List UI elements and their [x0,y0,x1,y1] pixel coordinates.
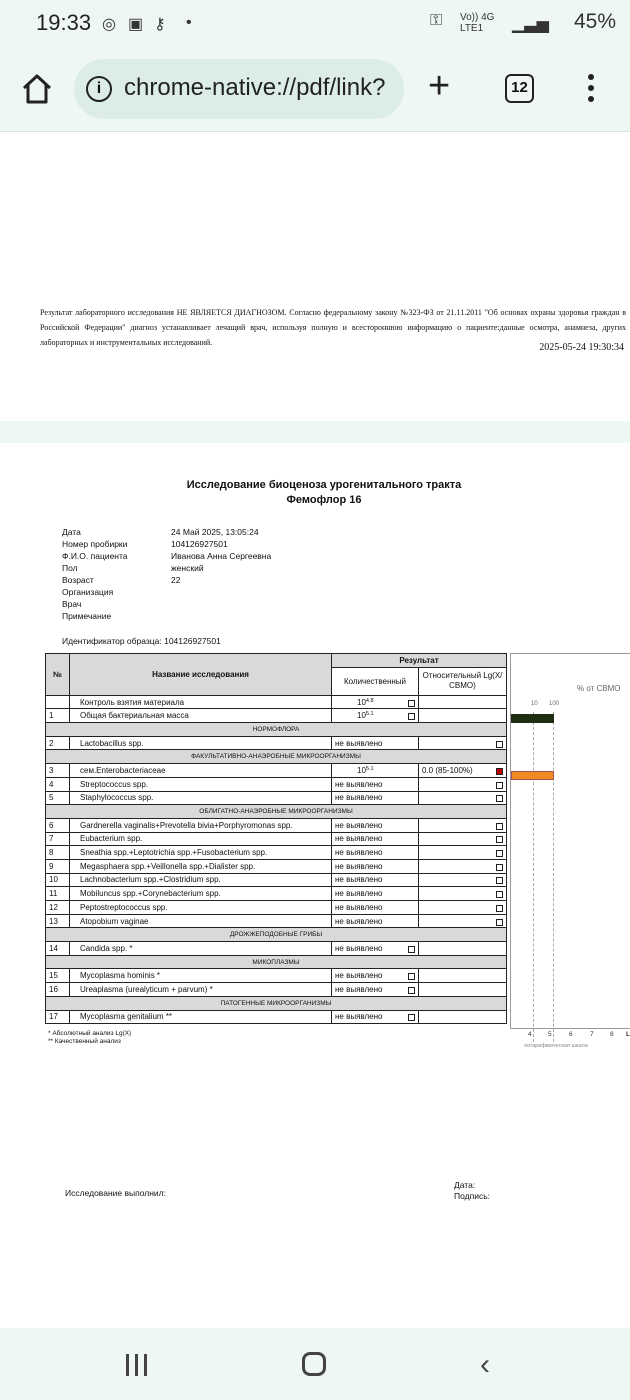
row-name: Mycoplasma hominis * [70,969,332,983]
chart-panel [510,653,630,1029]
row-rel [419,764,507,778]
row-num [46,695,70,709]
table-row [46,901,507,915]
info-icon[interactable]: i [86,76,112,102]
qty-value: не выявлено [335,916,383,926]
clock: 19:33 [36,10,92,35]
browser-toolbar [0,46,630,132]
checkbox-icon [408,1014,415,1021]
dot-icon: • [186,14,192,31]
section-title: ОБЛИГАТНО-АНАЭРОБНЫЕ МИКРООРГАНИЗМЫ [46,805,507,819]
row-name: Sneathia spp.+Leptotrichia spp.+Fusobacterium spp. [70,846,332,860]
field-value [171,610,271,622]
tab-switcher-button[interactable]: 12 [505,74,534,103]
field-label: Возраст [62,575,94,585]
pct-tick-10: 10 [531,701,538,707]
table-row [46,709,507,723]
row-qty [332,709,419,723]
row-num: 9 [46,859,70,873]
section-title: МИКОПЛАЗМЫ [46,955,507,969]
qty-value: не выявлено [335,971,383,981]
table-row [46,791,507,805]
field-value: Иванова Анна Сергеевна [171,551,272,561]
table-row [46,983,507,997]
gallery-icon: ▣ [128,16,144,33]
gridline [553,712,554,1042]
status-bar [0,0,630,46]
field-label: Организация [62,587,114,597]
table-row [46,873,507,887]
row-rel [419,777,507,791]
print-timestamp: 2025-05-24 19:30:34 [539,342,624,353]
row-rel [419,901,507,915]
key-icon: ⚷ [154,16,166,33]
chart-x-label: логарифмическая шкала [524,1043,588,1049]
checkbox-icon [496,919,503,926]
section-title: ДРОЖЖЕПОДОБНЫЕ ГРИБЫ [46,928,507,942]
row-name: Peptostreptococcus spp. [70,901,332,915]
x-tick: L [626,1031,630,1038]
checkbox-icon [496,877,503,884]
address-bar[interactable] [74,59,404,119]
row-name: Mycoplasma genitalium ** [70,1010,332,1024]
row-name: Ureaplasma (urealyticum + parvum) * [70,983,332,997]
row-rel [419,914,507,928]
checkbox-icon [496,905,503,912]
pdf-page-1 [0,133,630,421]
row-num: 2 [46,736,70,750]
field-value: 24 Май 2025, 13:05:24 [171,527,259,537]
home-icon[interactable] [20,72,54,106]
results-body [46,695,507,1024]
android-nav-bar [0,1328,630,1400]
col-result: Результат [332,654,507,668]
table-row [46,695,507,709]
row-qty [332,873,419,887]
row-qty [332,901,419,915]
signal-icon: ▁▃▅ [512,16,549,33]
x-tick: 8 [610,1031,614,1038]
footnote-absolute: * Абсолютный анализ Lg(X) [48,1030,132,1037]
row-num: 4 [46,777,70,791]
battery-level: 45% [573,10,616,33]
row-qty [332,777,419,791]
row-qty [332,764,419,778]
field-label: Номер пробирки [62,539,128,549]
qty-value: не выявлено [335,779,383,789]
row-rel [419,832,507,846]
row-num: 10 [46,873,70,887]
qty-value: не выявлено [335,984,383,994]
table-row [46,942,507,956]
qty-value: 10 [357,697,366,707]
row-name: Контроль взятия материала [70,695,332,709]
row-num: 8 [46,846,70,860]
row-num: 5 [46,791,70,805]
field-label: Примечание [62,611,112,621]
qty-value: не выявлено [335,848,383,858]
row-qty [332,942,419,956]
report-title-line2: Фемофлор 16 [286,494,362,506]
field-label: Пол [62,563,78,573]
x-tick: 5 [548,1031,552,1038]
col-name: Название исследования [70,654,332,696]
disclaimer-text: Результат лабораторного исследования НЕ ЯВЛЯЕТСЯ ДИАГНОЗОМ. Согласно федеральному закону №323-ФЗ от 21.11.2011 "Об основах охраны здоровья граждан в Российской Федерации" диагноз устанавливает лечащий врач, используя полную и всестороннюю информацию о пациенте:данные осмотра, анамнеза, других лабораторных и инструментальных исследований. [40,308,626,347]
results-table [45,653,507,1024]
checkbox-icon [496,836,503,843]
row-qty [332,969,419,983]
table-row [46,846,507,860]
table-row [46,859,507,873]
row-num: 11 [46,887,70,901]
row-rel [419,859,507,873]
row-num: 6 [46,818,70,832]
row-qty [332,832,419,846]
row-name: Lactobacillus spp. [70,736,332,750]
row-rel [419,983,507,997]
section-row [46,928,507,942]
row-rel [419,873,507,887]
qty-exponent: 5.1 [365,765,374,772]
field-value [171,586,271,598]
qty-value: не выявлено [335,875,383,885]
field-value: 22 [171,575,181,585]
qty-value: 10 [357,765,366,775]
row-name: Candida spp. * [70,942,332,956]
row-name: Atopobium vaginae [70,914,332,928]
checkbox-icon [408,973,415,980]
section-title: НОРМОФЛОРА [46,723,507,737]
section-row [46,723,507,737]
row-name: Lachnobacterium spp.+Clostridium spp. [70,873,332,887]
section-title: ФАКУЛЬТАТИВНО-АНАЭРОБНЫЕ МИКРООРГАНИЗМЫ [46,750,507,764]
table-row [46,887,507,901]
row-num: 1 [46,709,70,723]
qty-value: не выявлено [335,889,383,899]
field-label: Ф.И.О. пациента [62,551,128,561]
section-row [46,996,507,1010]
vpn-key-icon: ⚿ [430,12,443,29]
checkbox-icon [408,946,415,953]
row-qty [332,695,419,709]
x-tick: 7 [590,1031,594,1038]
row-rel [419,791,507,805]
row-rel [419,818,507,832]
report-title [0,478,630,508]
row-qty [332,846,419,860]
table-row [46,832,507,846]
row-rel [419,846,507,860]
rel-value: 0.0 (85-100%) [422,765,473,775]
recents-button[interactable] [126,1354,148,1376]
row-num: 14 [46,942,70,956]
row-name: Общая бактериальная масса [70,709,332,723]
row-qty [332,859,419,873]
table-row [46,914,507,928]
network-indicator: Vo)) 4G LTE1 [460,12,495,34]
new-tab-icon[interactable]: + [428,65,451,107]
x-tick: 6 [569,1031,573,1038]
row-num: 7 [46,832,70,846]
qty-value: не выявлено [335,793,383,803]
page-gap [0,421,630,443]
checkbox-icon [496,782,503,789]
checkbox-icon [496,891,503,898]
field-value: 104126927501 [171,539,228,549]
qty-value: 10 [357,711,366,721]
row-qty [332,914,419,928]
section-row [46,750,507,764]
performed-by-label: Исследование выполнил: [65,1188,166,1198]
table-row [46,764,507,778]
row-qty [332,736,419,750]
row-rel [419,942,507,956]
qty-exponent: 4.8 [365,697,374,704]
row-num: 16 [46,983,70,997]
section-title: ПАТОГЕННЫЕ МИКРООРГАНИЗМЫ [46,996,507,1010]
section-row [46,805,507,819]
more-menu-icon[interactable] [588,74,596,104]
patient-field-labels [62,526,128,622]
qty-value: не выявлено [335,820,383,830]
signature-label: Подпись: [454,1191,491,1201]
row-name: Megasphaera spp.+Veillonella spp.+Dialister spp. [70,859,332,873]
qty-value: не выявлено [335,738,383,748]
row-qty [332,1010,419,1024]
row-num: 12 [46,901,70,915]
chart-title: % от СВМО [577,684,621,693]
pct-tick-100: 100 [549,701,560,707]
col-num: № [46,654,70,696]
row-rel [419,695,507,709]
row-name: Mobiluncus spp.+Corynebacterium spp. [70,887,332,901]
row-name: Eubacterium spp. [70,832,332,846]
table-row [46,736,507,750]
report-title-line1: Исследование биоценоза урогенитального тракта [186,479,462,491]
field-value: женский [171,563,204,573]
alert-flag-icon [496,768,503,775]
row-name: Streptococcus spp. [70,777,332,791]
row-num: 3 [46,764,70,778]
date-sign-block [454,1180,490,1202]
table-row [46,818,507,832]
row-name: Staphylococcus spp. [70,791,332,805]
footnotes [48,1030,131,1046]
checkbox-icon [496,795,503,802]
checkbox-icon [408,713,415,720]
checkbox-icon [496,741,503,748]
chart-bar [511,771,554,780]
date-label: Дата: [454,1180,476,1190]
field-label: Дата [62,527,81,537]
field-label: Врач [62,599,82,609]
patient-field-values [171,526,271,622]
row-rel [419,709,507,723]
checkbox-icon [496,850,503,857]
col-qty: Количественный [332,667,419,695]
qty-value: не выявлено [335,834,383,844]
checkbox-icon [408,987,415,994]
field-value [171,598,271,610]
checkbox-icon [496,823,503,830]
x-tick: 4 [528,1031,532,1038]
qty-value: не выявлено [335,1012,383,1022]
row-num: 17 [46,1010,70,1024]
row-num: 13 [46,914,70,928]
qty-value: не выявлено [335,861,383,871]
sample-id: Идентификатор образца: 104126927501 [62,636,221,646]
row-num: 15 [46,969,70,983]
row-rel [419,969,507,983]
qty-value: не выявлено [335,943,383,953]
row-qty [332,818,419,832]
table-row [46,969,507,983]
row-rel [419,1010,507,1024]
row-name: Gardnerella vaginalis+Prevotella bivia+Porphyromonas spp. [70,818,332,832]
chart-bar [511,714,554,723]
gridline [533,712,534,1042]
section-row [46,955,507,969]
row-qty [332,983,419,997]
table-row [46,777,507,791]
url-text[interactable]: chrome-native://pdf/link? [124,74,386,101]
checkbox-icon [408,700,415,707]
row-qty [332,887,419,901]
row-name: сем.Enterobacteriaceae [70,764,332,778]
qty-value: не выявлено [335,902,383,912]
back-button[interactable]: ‹ [480,1348,490,1381]
qty-exponent: 5.1 [365,711,374,718]
table-row [46,1010,507,1024]
wifi-calling-icon: ◎ [102,16,116,33]
row-rel [419,736,507,750]
home-button[interactable] [302,1352,326,1376]
row-rel [419,887,507,901]
col-rel: Относительный Lg(X/СВМО) [419,667,507,695]
row-qty [332,791,419,805]
checkbox-icon [496,864,503,871]
footnote-qualitative: ** Качественный анализ [48,1038,121,1045]
